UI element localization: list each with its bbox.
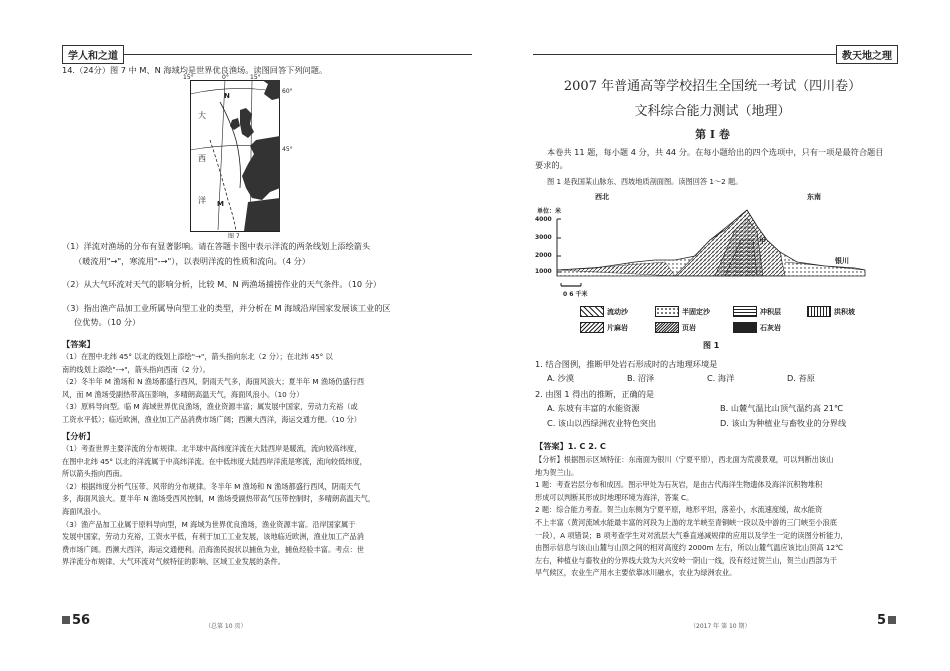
analysis-line: （1）考查世界主要洋流的分布规律。北半球中高纬度洋流在大陆西岸是暖流，流向较高纬度， <box>62 444 362 453</box>
question-14: 14.（24分）图 7 中 M、N 海域均是世界优良渔场。读图回答下列问题。 <box>62 65 328 75</box>
analysis-line: （3）渔产品加工业属于原料导向型，M 海域为世界优良渔场，渔业资源丰富。沿岸国家属于 <box>62 519 356 529</box>
analysis-line: 所以箭头指向西南。 <box>62 469 127 479</box>
legend-label: 冲积层 <box>760 307 781 316</box>
right-analysis-line: 旱气候区，农业生产用水主要依靠冰川融水，农业为绿洲农业。 <box>535 568 737 578</box>
legend-label: 页岩 <box>682 323 696 332</box>
q1-option-c: C. 海洋 <box>707 373 735 383</box>
map-figure-7 <box>190 80 280 232</box>
cross-section-svg <box>535 190 890 310</box>
legend-swatch <box>580 322 604 333</box>
right-analysis-line: 1 题：考查岩层分布和成因。图示甲处为石灰岩，是由古代海洋生物遗体及海洋沉积物堆积 <box>535 480 823 490</box>
y-tick-1000: 1000 <box>535 268 552 275</box>
legend-item-6 <box>655 322 696 333</box>
analysis-heading: 【分析】 <box>62 431 95 441</box>
legend-swatch <box>655 322 679 333</box>
legend-label: 片麻岩 <box>607 323 628 332</box>
right-analysis-line: 由图示信息与该山山麓与山顶之间的相对高度约 2000m 左右，所以山麓气温应该比山顶高 12℃ <box>535 543 844 553</box>
legend-label: 洪积坡 <box>834 307 855 316</box>
map-lon-label-1: 15° <box>183 74 194 81</box>
section-title: 第 Ⅰ 卷 <box>695 128 730 141</box>
legend-item-1 <box>580 306 628 317</box>
map-lon-label-2: 0° <box>222 74 229 81</box>
right-analysis-line: 一段），A 项错误；B 项考查学生对对流层大气垂直递减规律的应用以及学生一定的读图分析能力， <box>535 530 848 540</box>
map-ocean-char-2: 西 <box>198 154 206 163</box>
analysis-line: 界洋流分布规律、大气环流对气候特征的影响、区域工业发展的条件。 <box>62 557 285 567</box>
exam-title: 2007 年普通高等学校招生全国统一考试（四川卷） <box>563 79 862 94</box>
q2-option-a: A. 东坡有丰富的水能资源 <box>547 403 640 413</box>
question-2: 2. 由图 1 得出的推断，正确的是 <box>535 389 655 399</box>
q1-option-d: D. 苔原 <box>787 373 815 383</box>
q2-option-d: D. 该山为种植业与畜牧业的分界线 <box>720 418 847 428</box>
right-analysis-line: 形成可以判断其形成时地理环境为海洋，答案 C。 <box>535 492 694 502</box>
legend-item-7 <box>733 322 781 333</box>
legend-label: 石灰岩 <box>760 323 781 332</box>
map-lon-label-3: 15° <box>250 74 261 81</box>
scale-label: 0 6 千米 <box>563 291 588 298</box>
answer-block <box>62 351 474 427</box>
y-tick-2000: 2000 <box>535 252 552 259</box>
legend-item-3 <box>733 306 781 317</box>
analysis-line: 多，海面风浪大。夏半年 N 渔场受西风控制，M 渔场受副热带高气压带控制时，多晴朗高温天气， <box>62 494 376 504</box>
right-analysis-line: 地为贺兰山。 <box>535 467 579 477</box>
q1-option-b: B. 沼泽 <box>627 373 655 383</box>
analysis-line: 在图中北纬 45° 以北的洋流属于中高纬洋流。在中低纬度大陆西岸洋流是寒流，流向较低纬度， <box>62 456 367 466</box>
direction-northwest: 西北 <box>595 193 609 201</box>
left-footer: （总第 10 页） <box>205 623 247 630</box>
figure-intro: 图 1 是我国某山脉东、西坡地质剖面图。读图回答 1～2 题。 <box>547 177 743 186</box>
map-lat-label-1: 60° <box>282 88 293 95</box>
map-point-n: N <box>224 92 230 100</box>
q3-line-2: 位优势。（10 分） <box>74 317 141 327</box>
page-marker-square <box>888 616 896 624</box>
legend-swatch <box>733 306 757 317</box>
legend-item-2 <box>655 306 710 317</box>
map-ocean-char-1: 大 <box>198 111 206 120</box>
right-page-number: 5 <box>877 613 887 628</box>
right-analysis-block <box>535 454 895 580</box>
direction-southeast: 东南 <box>807 193 821 201</box>
right-header-tag: 教天地之理 <box>836 45 898 64</box>
legend-swatch <box>733 322 757 333</box>
answer-line: （3）原料导向型。临 M 海域世界优良渔场，渔业资源丰富；属发展中国家，劳动力充裕（或 <box>62 402 358 412</box>
right-analysis-line: 【分析】根据图示区域特征：东南面为银川（宁夏平原），西北面为荒漠景观，可以判断出该山 <box>535 455 834 464</box>
answer-heading: 【答案】 <box>62 339 95 349</box>
intro-line-2: 要求的。 <box>535 160 568 170</box>
analysis-line: 发展中国家，劳动力充裕，工资水平低，有利于加工工业发展，该地临近欧洲，渔业加工产品消 <box>62 532 364 542</box>
y-tick-4000: 4000 <box>535 216 552 223</box>
answer-line: 工资水平低）；临近欧洲，渔业加工产品消费市场广阔；西濒大西洋，海运交通方便。（10 分） <box>62 414 361 424</box>
analysis-block <box>62 443 474 569</box>
page-marker-square <box>62 616 70 624</box>
legend-swatch <box>807 306 831 317</box>
intro-line-1: 本卷共 11 题，每小题 4 分，共 44 分。在每小题给出的四个选项中，只有一项是最符合题目 <box>547 147 884 157</box>
legend-label: 流动沙 <box>607 307 628 316</box>
q1-option-a: A. 沙漠 <box>547 373 575 383</box>
cross-section-figure <box>535 190 890 348</box>
answer-line: 南的线划上添绘"-→"，箭头指向西南（2 分）。 <box>62 364 210 374</box>
q2-option-b: B. 山麓气温比山顶气温约高 21℃ <box>720 403 844 413</box>
map-caption: 图 7 <box>228 233 240 240</box>
right-analysis-line: 2 题：综合能力考查。贺兰山东侧为宁夏平原，地形平坦，落差小，水流速度缓，故水能资 <box>535 505 823 515</box>
right-analysis-line: 左右，种植业与畜牧业的分界线大致为大兴安岭一阴山一线，没有经过贺兰山，贺兰山西部为干 <box>535 555 837 565</box>
left-page-number: 56 <box>72 613 91 628</box>
unit-label: 单位：米 <box>537 208 562 215</box>
question-1: 1. 结合图例，推断甲处岩石形成时的古地理环境是 <box>535 359 718 369</box>
figure-caption: 图 1 <box>703 341 720 350</box>
q2-option-c: C. 该山以西绿洲农业特色突出 <box>547 418 657 428</box>
header-rule <box>533 54 888 55</box>
left-header-tag: 学人和之道 <box>62 45 124 64</box>
map-point-m: M <box>217 200 224 208</box>
point-jia-label: 甲 <box>759 237 766 245</box>
exam-subtitle: 文科综合能力测试（地理） <box>634 104 791 119</box>
q1-line-2: （暖流用"→"，寒流用"-→"），以表明洋流的性质和流向。（4 分） <box>74 256 311 266</box>
y-tick-3000: 3000 <box>535 234 552 241</box>
analysis-line: （2）根据纬度分析气压带、风带的分布规律。冬半年 M 渔场和 N 渔场都盛行西风，阴雨天气 <box>62 481 361 491</box>
answer-line: （1）在图中北纬 45° 以北的线划上添绘"→"，箭头指向东北（2 分）；在北纬 45° 以 <box>62 352 333 361</box>
q3-line-1: （3）指出渔产品加工业所属导向型工业的类型，并分析在 M 海域沿岸国家发展该工业的区 <box>62 303 391 313</box>
legend-item-4 <box>807 306 855 317</box>
answer-line: 风，而 M 渔场受副热带高压影响，多晴朗高温天气，海面风浪小。（10 分） <box>62 389 304 399</box>
right-footer: （2017 年 第 10 期） <box>690 623 751 630</box>
q2-text: （2）从大气环流对天气的影响分析，比较 M、N 两渔场捕捞作业的天气条件。（10 分） <box>62 279 382 289</box>
analysis-line: 海面风浪小。 <box>62 506 106 516</box>
map-lat-label-2: 45° <box>282 146 293 153</box>
answer-line: 【答案】1. C 2. C <box>535 441 606 451</box>
analysis-line: 费市场广阔。西濒大西洋，海运交通便利。沿海渔民捉状以捕鱼为业，捕鱼经验丰富。考点：世 <box>62 544 364 554</box>
legend-swatch <box>580 306 604 317</box>
map-ocean-char-3: 洋 <box>198 196 206 205</box>
answer-line: （2）冬半年 M 渔场和 N 渔场都盛行西风，阴雨天气多，海面风浪大；夏半年 M 渔场仍盛行西 <box>62 377 365 387</box>
q1-line-1: （1）洋流对渔场的分布有显著影响。请在答题卡图中表示洋流的两条线划上添绘箭头 <box>62 241 371 251</box>
legend-item-5 <box>580 322 628 333</box>
right-page <box>475 0 950 671</box>
legend-swatch <box>655 306 679 317</box>
right-analysis-line: 不上丰富（黄河流域水能最丰富的河段为上游的龙羊峡至青铜峡一段以及中游的三门峡至小浪底 <box>535 517 837 527</box>
legend-label: 半固定沙 <box>682 307 710 316</box>
city-label-yinchuan: 银川 <box>835 257 849 265</box>
